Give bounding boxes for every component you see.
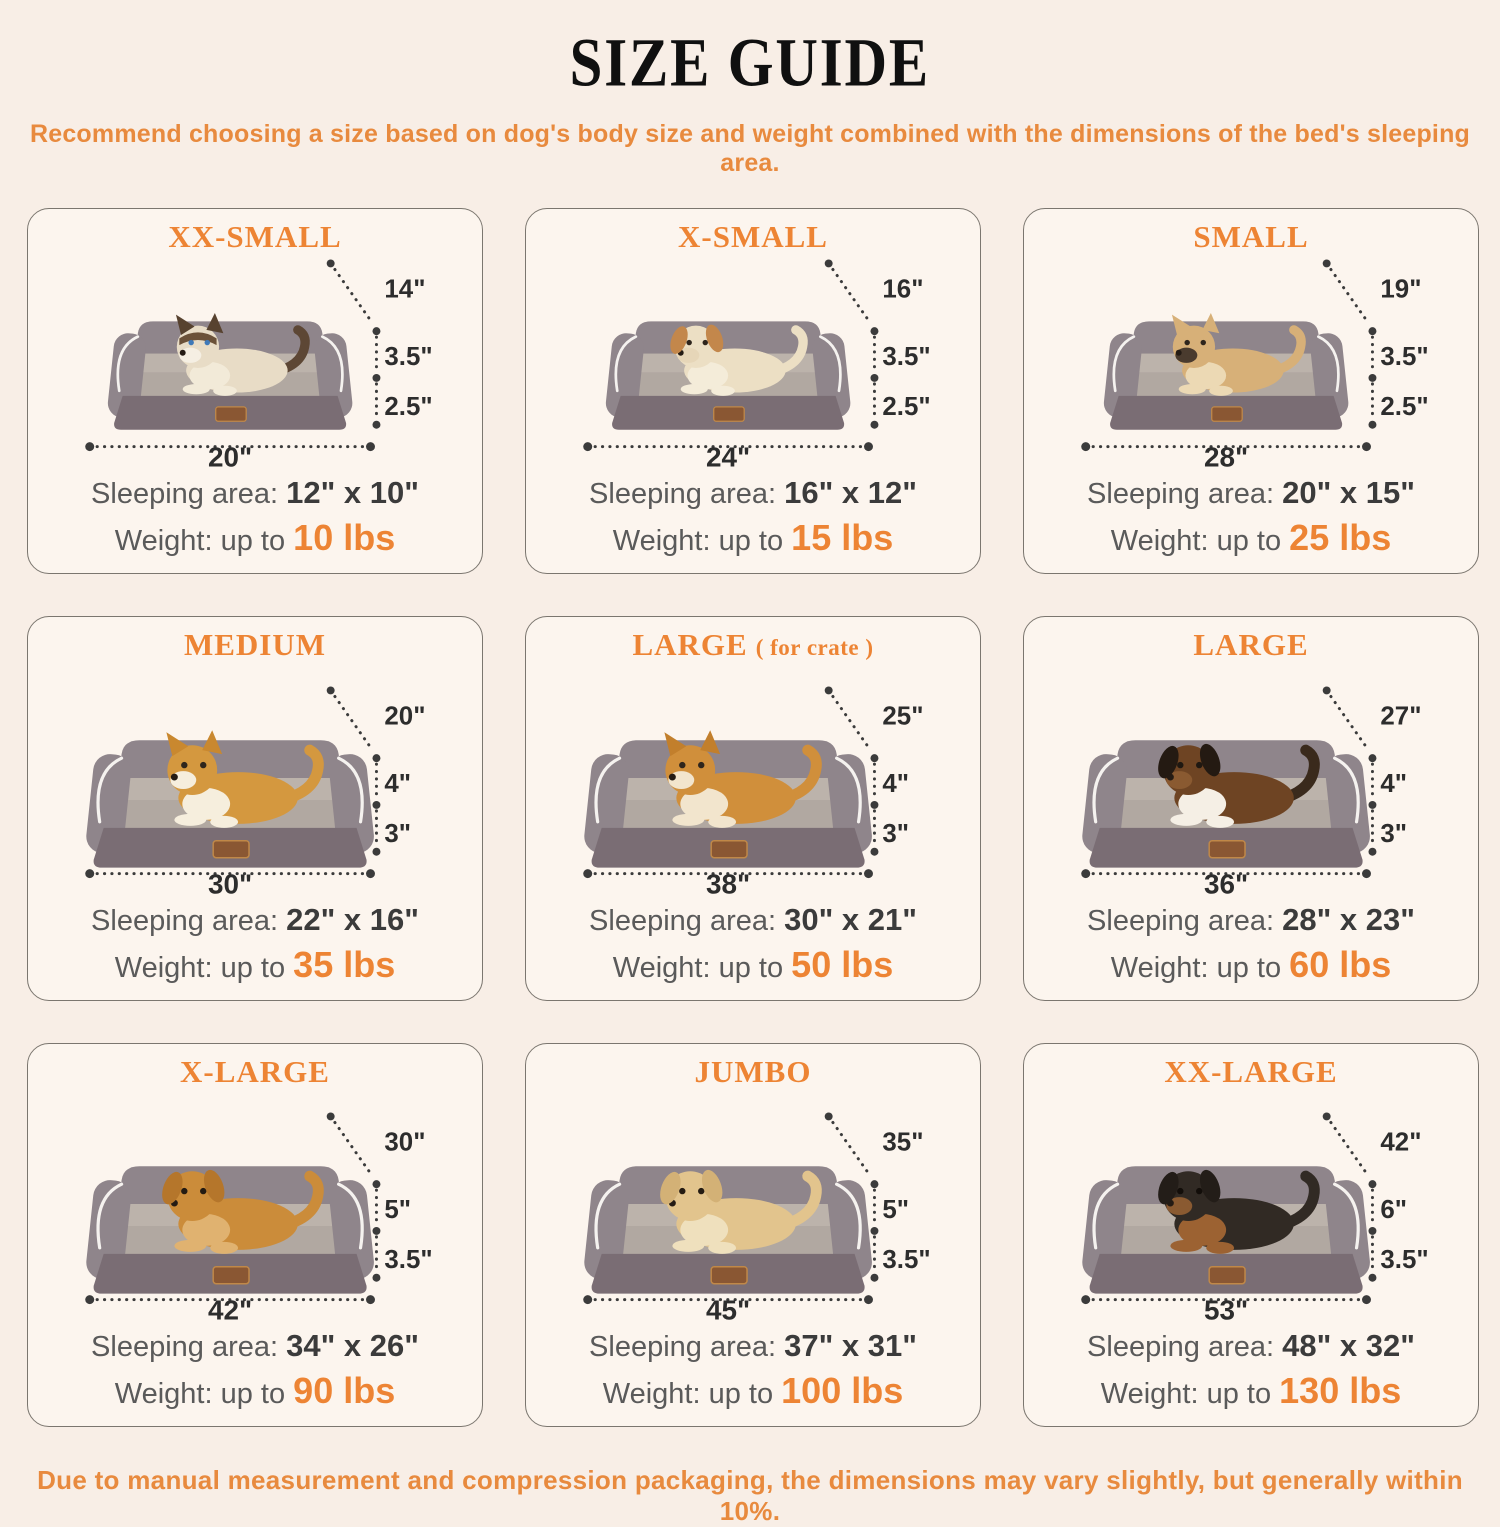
brand-patch xyxy=(1212,407,1242,421)
dimension-label-width: 30" xyxy=(208,868,253,896)
size-name: JUMBO xyxy=(694,1054,812,1089)
weight-line xyxy=(613,943,893,990)
bed-photo-area xyxy=(28,1099,482,1322)
sleeping-area-value: 28" x 23" xyxy=(1282,902,1415,937)
weight-line xyxy=(115,516,395,563)
bed-dimension-diagram xyxy=(28,255,482,469)
size-name: MEDIUM xyxy=(183,627,327,662)
sleeping-area-value: 20" x 15" xyxy=(1282,475,1415,510)
weight-prefix: up to xyxy=(718,525,784,557)
bed-dimension-diagram xyxy=(1024,255,1478,469)
dimension-label-width: 45" xyxy=(706,1294,751,1322)
weight-prefix: up to xyxy=(1216,525,1282,557)
sleeping-area-label: Sleeping area: xyxy=(589,905,777,937)
dimension-label-back-height: 27" xyxy=(1380,702,1422,731)
weight-value: 15 lbs xyxy=(791,517,894,558)
size-name: XX-SMALL xyxy=(168,219,342,254)
weight-label: Weight: xyxy=(1100,1378,1199,1410)
sleeping-area-value: 34" x 26" xyxy=(286,1328,419,1363)
size-card-title xyxy=(1164,1054,1337,1093)
dimension-line-back-height xyxy=(1327,1116,1369,1176)
size-name-suffix: ( for crate ) xyxy=(755,635,874,660)
size-card xyxy=(1023,208,1479,574)
weight-prefix: up to xyxy=(220,525,286,557)
size-card xyxy=(525,1043,981,1427)
dimension-label-base-height: 2.5" xyxy=(384,392,433,421)
dimension-line-back-height xyxy=(1327,263,1369,323)
weight-value: 35 lbs xyxy=(293,944,396,985)
size-guide-page xyxy=(0,26,1500,1527)
sleeping-area-value: 22" x 16" xyxy=(286,902,419,937)
weight-label: Weight: xyxy=(114,1378,213,1410)
sleeping-area-label: Sleeping area: xyxy=(589,1331,777,1363)
dimension-label-back-height: 20" xyxy=(384,702,426,731)
brand-patch xyxy=(216,407,246,421)
bed-dimension-diagram xyxy=(1024,682,1478,896)
weight-label: Weight: xyxy=(1110,952,1209,984)
dimension-label-bolster-height: 6" xyxy=(1380,1195,1408,1224)
bed-photo-area xyxy=(526,1099,980,1322)
size-card xyxy=(27,616,483,1001)
title-row xyxy=(0,26,1500,100)
weight-prefix: up to xyxy=(708,1378,774,1410)
weight-line xyxy=(1111,516,1391,563)
sleeping-area-line xyxy=(589,473,917,514)
sleeping-area-value: 12" x 10" xyxy=(286,475,419,510)
dimension-label-back-height: 25" xyxy=(882,702,924,731)
weight-value: 10 lbs xyxy=(293,517,396,558)
dimension-label-back-height: 19" xyxy=(1380,275,1422,304)
dimension-line-back-height xyxy=(331,263,373,323)
sleeping-area-line xyxy=(1087,1326,1415,1367)
bed-dimension-diagram xyxy=(28,682,482,896)
bed-photo-area xyxy=(28,672,482,896)
dimension-label-back-height: 35" xyxy=(882,1128,924,1157)
dimension-label-width: 28" xyxy=(1204,441,1249,469)
size-card xyxy=(525,616,981,1001)
sleeping-area-label: Sleeping area: xyxy=(91,478,279,510)
sleeping-area-value: 16" x 12" xyxy=(784,475,917,510)
weight-line xyxy=(613,516,893,563)
bed-dimension-diagram xyxy=(28,1108,482,1322)
sleeping-area-line xyxy=(589,1326,917,1367)
size-card-title xyxy=(1193,627,1308,666)
dimension-label-width: 53" xyxy=(1204,1294,1249,1322)
dimension-label-bolster-height: 4" xyxy=(1380,769,1408,798)
dimension-label-back-height: 42" xyxy=(1380,1128,1422,1157)
weight-label: Weight: xyxy=(602,1378,701,1410)
sleeping-area-line xyxy=(1087,900,1415,941)
bed-photo-area xyxy=(1024,1099,1478,1322)
weight-line xyxy=(1101,1369,1402,1416)
dimension-label-base-height: 3" xyxy=(1380,819,1408,848)
dimension-label-width: 20" xyxy=(208,441,253,469)
dimension-label-base-height: 3.5" xyxy=(882,1245,931,1274)
bed-dimension-diagram xyxy=(526,255,980,469)
size-card-title xyxy=(168,219,341,258)
size-card-title xyxy=(632,627,873,666)
size-card-title xyxy=(678,219,828,258)
sleeping-area-value: 30" x 21" xyxy=(784,902,917,937)
brand-patch xyxy=(1209,841,1245,858)
weight-value: 90 lbs xyxy=(293,1370,396,1411)
size-name: XX-LARGE xyxy=(1164,1054,1338,1089)
dimension-line-back-height xyxy=(331,1116,373,1176)
dimension-label-base-height: 2.5" xyxy=(1380,392,1429,421)
page-subtitle: Recommend choosing a size based on dog's body size and weight combined with the dimensions of the bed's sleeping area. xyxy=(29,120,1471,177)
dimension-label-bolster-height: 3.5" xyxy=(384,342,433,371)
weight-label: Weight: xyxy=(114,952,213,984)
weight-value: 100 lbs xyxy=(781,1370,904,1411)
dimension-label-bolster-height: 3.5" xyxy=(882,342,931,371)
size-card-title xyxy=(184,627,326,666)
size-name: X-SMALL xyxy=(678,219,828,254)
size-name: X-LARGE xyxy=(180,1054,330,1089)
sleeping-area-label: Sleeping area: xyxy=(589,478,777,510)
page-footnote: Due to manual measurement and compression packaging, the dimensions may vary slightly, but generally within 10%. xyxy=(37,1465,1463,1526)
weight-value: 25 lbs xyxy=(1289,517,1392,558)
bed-dimension-diagram xyxy=(526,682,980,896)
dimension-label-back-height: 30" xyxy=(384,1128,426,1157)
bed-dimension-diagram xyxy=(1024,1108,1478,1322)
size-card xyxy=(525,208,981,574)
page-title: SIZE GUIDE xyxy=(569,24,931,101)
bed-photo-area xyxy=(1024,264,1478,469)
dimension-label-base-height: 3" xyxy=(384,819,412,848)
dimension-label-width: 36" xyxy=(1204,868,1249,896)
dimension-line-back-height xyxy=(331,690,373,750)
sleeping-area-label: Sleeping area: xyxy=(1087,1331,1275,1363)
dimension-label-back-height: 16" xyxy=(882,275,924,304)
weight-line xyxy=(1111,943,1391,990)
brand-patch xyxy=(213,1267,249,1284)
dimension-label-width: 38" xyxy=(706,868,751,896)
size-card-title xyxy=(1193,219,1308,258)
weight-line xyxy=(115,1369,395,1416)
dimension-label-base-height: 3.5" xyxy=(1380,1245,1429,1274)
dimension-label-base-height: 2.5" xyxy=(882,392,931,421)
sleeping-area-label: Sleeping area: xyxy=(91,905,279,937)
size-card-title xyxy=(695,1054,812,1093)
size-card xyxy=(27,208,483,574)
dimension-label-back-height: 14" xyxy=(384,275,426,304)
sleeping-area-line xyxy=(91,900,419,941)
dimension-line-back-height xyxy=(829,1116,871,1176)
weight-value: 50 lbs xyxy=(791,944,894,985)
dimension-label-bolster-height: 5" xyxy=(384,1195,412,1224)
weight-prefix: up to xyxy=(220,952,286,984)
brand-patch xyxy=(213,841,249,858)
dimension-label-width: 24" xyxy=(706,441,751,469)
sleeping-area-label: Sleeping area: xyxy=(1087,478,1275,510)
brand-patch xyxy=(714,407,744,421)
weight-label: Weight: xyxy=(612,952,711,984)
dimension-label-base-height: 3.5" xyxy=(384,1245,433,1274)
dimension-label-bolster-height: 5" xyxy=(882,1195,910,1224)
weight-prefix: up to xyxy=(1206,1378,1272,1410)
brand-patch xyxy=(711,1267,747,1284)
sleeping-area-line xyxy=(91,473,419,514)
dimension-line-back-height xyxy=(829,690,871,750)
bed-dimension-diagram xyxy=(526,1108,980,1322)
bed-photo-area xyxy=(28,264,482,469)
size-card xyxy=(1023,616,1479,1001)
bed-photo-area xyxy=(1024,672,1478,896)
weight-value: 60 lbs xyxy=(1289,944,1392,985)
sleeping-area-value: 37" x 31" xyxy=(784,1328,917,1363)
weight-line xyxy=(115,943,395,990)
dimension-label-bolster-height: 3.5" xyxy=(1380,342,1429,371)
weight-prefix: up to xyxy=(718,952,784,984)
size-card xyxy=(1023,1043,1479,1427)
bed-photo-area xyxy=(526,672,980,896)
weight-prefix: up to xyxy=(1216,952,1282,984)
sleeping-area-value: 48" x 32" xyxy=(1282,1328,1415,1363)
weight-label: Weight: xyxy=(612,525,711,557)
weight-value: 130 lbs xyxy=(1279,1370,1402,1411)
size-grid xyxy=(0,208,1500,1427)
weight-line xyxy=(603,1369,904,1416)
size-name: LARGE xyxy=(1193,627,1309,662)
brand-patch xyxy=(711,841,747,858)
size-name: SMALL xyxy=(1193,219,1309,254)
size-card-title xyxy=(180,1054,330,1093)
dimension-line-back-height xyxy=(829,263,871,323)
weight-label: Weight: xyxy=(1110,525,1209,557)
weight-prefix: up to xyxy=(220,1378,286,1410)
dimension-label-bolster-height: 4" xyxy=(384,769,412,798)
size-card xyxy=(27,1043,483,1427)
weight-label: Weight: xyxy=(114,525,213,557)
sleeping-area-line xyxy=(589,900,917,941)
dimension-label-base-height: 3" xyxy=(882,819,910,848)
brand-patch xyxy=(1209,1267,1245,1284)
dimension-line-back-height xyxy=(1327,690,1369,750)
sleeping-area-label: Sleeping area: xyxy=(1087,905,1275,937)
dimension-label-bolster-height: 4" xyxy=(882,769,910,798)
size-name: LARGE xyxy=(632,627,748,662)
sleeping-area-label: Sleeping area: xyxy=(91,1331,279,1363)
sleeping-area-line xyxy=(91,1326,419,1367)
sleeping-area-line xyxy=(1087,473,1415,514)
dimension-label-width: 42" xyxy=(208,1294,253,1322)
bed-photo-area xyxy=(526,264,980,469)
